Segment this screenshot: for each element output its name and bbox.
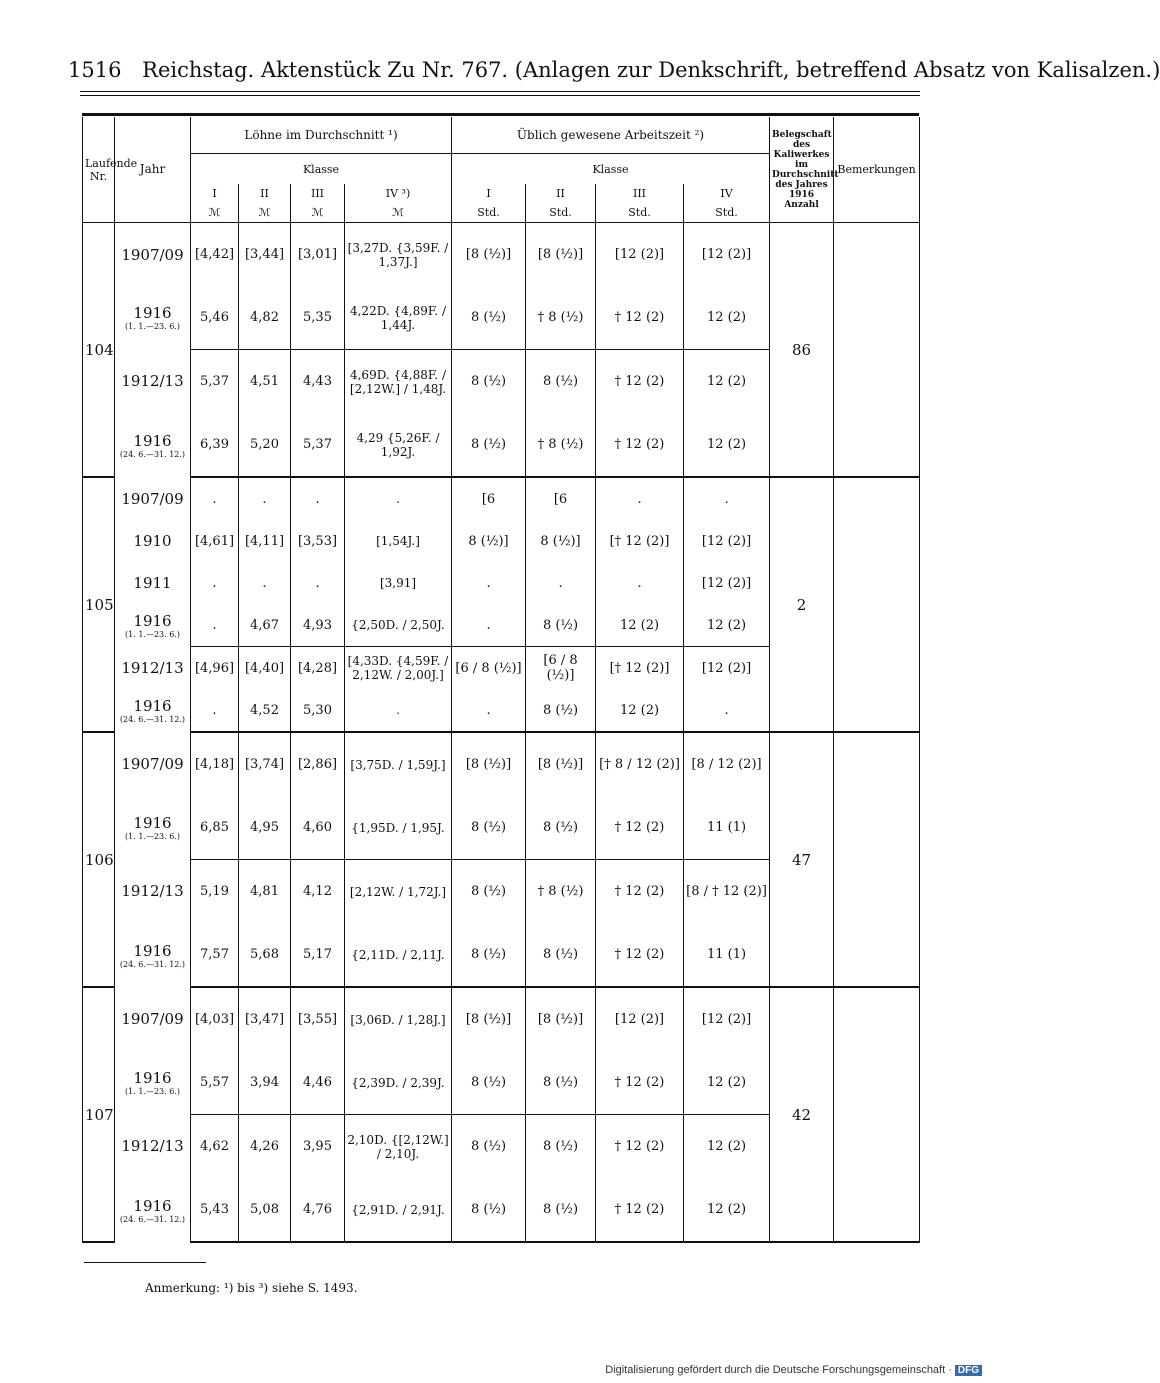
hours-4-cell: . — [684, 689, 770, 732]
wage-2-cell: 4,26 — [239, 1115, 291, 1179]
hours-3-cell: [12 (2)] — [596, 987, 684, 1051]
wage-3-cell: 4,43 — [291, 350, 345, 414]
hours-4-cell: [12 (2)] — [684, 223, 770, 287]
dfg-credit — [605, 1364, 982, 1376]
table-row — [83, 732, 920, 796]
wage-4-cell: [4,33D. {4,59F. / 2,12W. / 2,00J.] — [345, 647, 452, 690]
hours-4-cell: [12 (2)] — [684, 987, 770, 1051]
wage-3-cell: . — [291, 562, 345, 604]
wage-3-cell: 5,17 — [291, 923, 345, 987]
year-period: (24. 6.—31. 12.) — [119, 715, 186, 724]
year-period: (1. 1.—23. 6.) — [125, 1087, 180, 1097]
wage-4-cell: 4,29 {5,26F. / 1,92J. — [345, 413, 452, 477]
wage-3-cell: . — [291, 477, 345, 520]
year-cell — [115, 520, 191, 562]
hours-4-cell: . — [684, 477, 770, 520]
wage-3-cell: 4,60 — [291, 796, 345, 860]
year-label: 1916 — [133, 1069, 172, 1088]
hours-3-cell: [† 12 (2)] — [596, 647, 684, 690]
dfg-logo: DFG — [955, 1365, 982, 1376]
wage-4-cell: {2,39D. / 2,39J. — [345, 1051, 452, 1115]
header-row-1 — [83, 117, 920, 154]
year-label: 1907/09 — [121, 755, 184, 773]
wage-2-cell: . — [239, 477, 291, 520]
hours-1-cell: 8 (½) — [452, 860, 526, 924]
wage-2-cell: 4,81 — [239, 860, 291, 924]
hours-1-cell: [6 — [452, 477, 526, 520]
wage-3-cell: [3,55] — [291, 987, 345, 1051]
wage-1-cell: [4,96] — [191, 647, 239, 690]
wage-3-cell: 4,76 — [291, 1178, 345, 1242]
hours-2-cell: [6 — [526, 477, 596, 520]
hours-2-cell: 8 (½) — [526, 689, 596, 732]
year-cell — [115, 223, 191, 287]
hours-3-cell: † 12 (2) — [596, 860, 684, 924]
belegschaft-label: Belegschaft des Kaliwerkes im Durchschnitt des Jahres 1916 — [772, 129, 839, 200]
hours-3-cell: 12 (2) — [596, 689, 684, 732]
wage-2-cell: 5,08 — [239, 1178, 291, 1242]
row-number: 104 — [83, 223, 115, 478]
belegschaft-count: 2 — [770, 477, 834, 732]
col-k1: I — [191, 184, 239, 202]
wage-3-cell: 4,12 — [291, 860, 345, 924]
wage-1-cell: . — [191, 562, 239, 604]
unit-std-4: Std. — [684, 202, 770, 223]
year-cell — [115, 796, 191, 860]
hours-3-cell: † 12 (2) — [596, 413, 684, 477]
hours-2-cell: 8 (½) — [526, 1115, 596, 1179]
hours-2-cell: [8 (½)] — [526, 223, 596, 287]
wage-table — [82, 117, 920, 1243]
wage-3-cell: [2,86] — [291, 732, 345, 796]
wage-2-cell: 3,94 — [239, 1051, 291, 1115]
wage-1-cell: 5,46 — [191, 286, 239, 350]
wage-1-cell: [4,18] — [191, 732, 239, 796]
year-cell — [115, 689, 191, 732]
wage-1-cell: [4,42] — [191, 223, 239, 287]
hours-4-cell: 12 (2) — [684, 413, 770, 477]
wage-1-cell: [4,03] — [191, 987, 239, 1051]
year-label: 1911 — [133, 574, 172, 592]
year-label: 1916 — [133, 814, 172, 833]
year-label: 1910 — [133, 532, 172, 550]
row-number: 107 — [83, 987, 115, 1242]
wage-1-cell: . — [191, 604, 239, 647]
hours-1-cell: [8 (½)] — [452, 223, 526, 287]
hours-1-cell: 8 (½) — [452, 1115, 526, 1179]
year-label: 1916 — [133, 1196, 172, 1215]
wage-3-cell: 5,30 — [291, 689, 345, 732]
wage-2-cell: 4,67 — [239, 604, 291, 647]
year-period: (1. 1.—23. 6.) — [125, 832, 180, 842]
hours-4-cell: 12 (2) — [684, 286, 770, 350]
year-cell — [115, 604, 191, 647]
wage-3-cell: [4,28] — [291, 647, 345, 690]
hours-3-cell: † 12 (2) — [596, 1178, 684, 1242]
bemerkungen-cell — [834, 732, 920, 987]
wage-1-cell: 6,39 — [191, 413, 239, 477]
wage-2-cell: . — [239, 562, 291, 604]
page-number: 1516 — [68, 58, 122, 82]
unit-m-3: ℳ — [291, 202, 345, 223]
wage-2-cell: 5,20 — [239, 413, 291, 477]
col-belegschaft — [770, 117, 839, 223]
hours-3-cell: † 12 (2) — [596, 923, 684, 987]
wage-1-cell: 7,57 — [191, 923, 239, 987]
year-label: 1912/13 — [121, 1137, 184, 1156]
year-cell — [115, 477, 191, 520]
belegschaft-count: 42 — [770, 987, 834, 1242]
year-period: (24. 6.—31. 12.) — [119, 1214, 186, 1224]
wage-4-cell: 4,22D. {4,89F. / 1,44J. — [345, 286, 452, 350]
unit-std-1: Std. — [452, 202, 526, 223]
page-header — [68, 58, 1160, 92]
col-k3: III — [291, 184, 345, 202]
year-label: 1916 — [133, 304, 172, 323]
hours-2-cell: † 8 (½) — [526, 413, 596, 477]
hours-4-cell: 12 (2) — [684, 1115, 770, 1179]
year-cell — [115, 647, 191, 690]
wage-3-cell: 5,37 — [291, 413, 345, 477]
wage-1-cell: 4,62 — [191, 1115, 239, 1179]
wage-4-cell: 2,10D. {[2,12W.] / 2,10J. — [345, 1115, 452, 1179]
hours-1-cell: [8 (½)] — [452, 987, 526, 1051]
wage-1-cell: 5,43 — [191, 1178, 239, 1242]
wage-4-cell: [2,12W. / 1,72J.] — [345, 860, 452, 924]
year-cell — [115, 286, 191, 350]
wage-2-cell: [4,40] — [239, 647, 291, 690]
hours-1-cell: . — [452, 562, 526, 604]
year-cell — [115, 923, 191, 987]
col-a3: III — [596, 184, 684, 202]
wage-1-cell: 5,19 — [191, 860, 239, 924]
wage-4-cell: [3,91] — [345, 562, 452, 604]
wage-1-cell: 5,37 — [191, 350, 239, 414]
hours-3-cell: † 12 (2) — [596, 350, 684, 414]
col-klasse-2: Klasse — [452, 154, 770, 185]
year-period: (24. 6.—31. 12.) — [119, 959, 186, 969]
wage-3-cell: 4,46 — [291, 1051, 345, 1115]
year-period: (24. 6.—31. 12.) — [119, 449, 186, 459]
col-klasse: Klasse — [191, 154, 452, 185]
col-loehne: Löhne im Durchschnitt ¹) — [191, 117, 452, 154]
hours-2-cell: 8 (½) — [526, 796, 596, 860]
year-cell — [115, 1178, 191, 1242]
hours-4-cell: 12 (2) — [684, 1051, 770, 1115]
row-number: 106 — [83, 732, 115, 987]
hours-4-cell: 12 (2) — [684, 1178, 770, 1242]
unit-m-2: ℳ — [239, 202, 291, 223]
wage-2-cell: [4,11] — [239, 520, 291, 562]
hours-2-cell: 8 (½)] — [526, 520, 596, 562]
hours-2-cell: 8 (½) — [526, 604, 596, 647]
hours-3-cell: [† 12 (2)] — [596, 520, 684, 562]
hours-4-cell: 11 (1) — [684, 796, 770, 860]
wage-2-cell: [3,44] — [239, 223, 291, 287]
hours-3-cell: . — [596, 562, 684, 604]
hours-4-cell: 12 (2) — [684, 350, 770, 414]
hours-2-cell: [8 (½)] — [526, 732, 596, 796]
table-row — [83, 223, 920, 287]
unit-std-2: Std. — [526, 202, 596, 223]
bemerkungen-cell — [834, 477, 920, 732]
wage-4-cell: {2,91D. / 2,91J. — [345, 1178, 452, 1242]
col-a1: I — [452, 184, 526, 202]
wage-1-cell: 5,57 — [191, 1051, 239, 1115]
hours-4-cell: 11 (1) — [684, 923, 770, 987]
wage-2-cell: 4,51 — [239, 350, 291, 414]
wage-4-cell: {2,50D. / 2,50J. — [345, 604, 452, 647]
hours-1-cell: 8 (½)] — [452, 520, 526, 562]
hours-3-cell: [† 8 / 12 (2)] — [596, 732, 684, 796]
wage-4-cell: . — [345, 689, 452, 732]
hours-2-cell: [8 (½)] — [526, 987, 596, 1051]
unit-m-1: ℳ — [191, 202, 239, 223]
year-period: (1. 1.—23. 6.) — [125, 629, 180, 639]
table-row — [83, 987, 920, 1051]
hours-3-cell: † 12 (2) — [596, 286, 684, 350]
wage-4-cell: {2,11D. / 2,11J. — [345, 923, 452, 987]
hours-4-cell: [12 (2)] — [684, 520, 770, 562]
wage-3-cell: 5,35 — [291, 286, 345, 350]
year-label: 1916 — [133, 941, 172, 960]
hours-1-cell: 8 (½) — [452, 286, 526, 350]
year-cell — [115, 1115, 191, 1179]
wage-4-cell: [3,06D. / 1,28J.] — [345, 987, 452, 1051]
page-title: Reichstag. Aktenstück Zu Nr. 767. (Anlagen zur Denkschrift, betreffend Absatz von Kalisalzen.) — [142, 58, 1160, 82]
wage-2-cell: 4,95 — [239, 796, 291, 860]
wage-1-cell: . — [191, 477, 239, 520]
wage-3-cell: 3,95 — [291, 1115, 345, 1179]
hours-3-cell: † 12 (2) — [596, 1051, 684, 1115]
wage-4-cell: [1,54J.] — [345, 520, 452, 562]
year-label: 1907/09 — [121, 1010, 184, 1028]
year-cell — [115, 413, 191, 477]
table-body — [83, 223, 920, 1243]
header-rule — [80, 91, 920, 92]
hours-3-cell: 12 (2) — [596, 604, 684, 647]
hours-2-cell: 8 (½) — [526, 923, 596, 987]
hours-2-cell: 8 (½) — [526, 350, 596, 414]
year-label: 1916 — [133, 431, 172, 450]
hours-3-cell: [12 (2)] — [596, 223, 684, 287]
wage-3-cell: [3,53] — [291, 520, 345, 562]
wage-3-cell: 4,93 — [291, 604, 345, 647]
year-cell — [115, 732, 191, 796]
hours-2-cell: 8 (½) — [526, 1051, 596, 1115]
hours-1-cell: 8 (½) — [452, 1178, 526, 1242]
hours-4-cell: [8 / 12 (2)] — [684, 732, 770, 796]
unit-m-4: ℳ — [345, 202, 452, 223]
belegschaft-count: 47 — [770, 732, 834, 987]
wage-4-cell: [3,75D. / 1,59J.] — [345, 732, 452, 796]
year-period: (1. 1.—23. 6.) — [125, 322, 180, 332]
hours-1-cell: 8 (½) — [452, 1051, 526, 1115]
hours-1-cell: 8 (½) — [452, 413, 526, 477]
table-row — [83, 477, 920, 520]
wage-4-cell: [3,27D. {3,59F. / 1,37J.] — [345, 223, 452, 287]
wage-4-cell: {1,95D. / 1,95J. — [345, 796, 452, 860]
footnote: Anmerkung: ¹) bis ³) siehe S. 1493. — [145, 1281, 358, 1295]
col-k2: II — [239, 184, 291, 202]
year-label: 1916 — [133, 697, 172, 715]
hours-1-cell: 8 (½) — [452, 350, 526, 414]
wage-1-cell: . — [191, 689, 239, 732]
table-top-rule — [82, 113, 919, 116]
hours-1-cell: 8 (½) — [452, 923, 526, 987]
year-cell — [115, 1051, 191, 1115]
hours-4-cell: [12 (2)] — [684, 562, 770, 604]
year-label: 1912/13 — [121, 882, 184, 901]
col-bemerkungen: Bemerkungen — [834, 117, 920, 223]
col-lfd: Laufende Nr. — [83, 117, 115, 223]
year-label: 1912/13 — [121, 658, 184, 677]
hours-4-cell: 12 (2) — [684, 604, 770, 647]
hours-3-cell: . — [596, 477, 684, 520]
unit-std-3: Std. — [596, 202, 684, 223]
hours-2-cell: † 8 (½) — [526, 286, 596, 350]
wage-1-cell: 6,85 — [191, 796, 239, 860]
hours-2-cell: . — [526, 562, 596, 604]
wage-4-cell: . — [345, 477, 452, 520]
year-cell — [115, 860, 191, 924]
year-label: 1916 — [133, 611, 172, 630]
wage-2-cell: 5,68 — [239, 923, 291, 987]
bemerkungen-cell — [834, 223, 920, 478]
year-label: 1912/13 — [121, 372, 184, 391]
wage-2-cell: 4,82 — [239, 286, 291, 350]
wage-2-cell: 4,52 — [239, 689, 291, 732]
hours-1-cell: [6 / 8 (½)] — [452, 647, 526, 690]
year-cell — [115, 350, 191, 414]
col-k4: IV ³) — [345, 184, 452, 202]
belegschaft-count: 86 — [770, 223, 834, 478]
col-a4: IV — [684, 184, 770, 202]
hours-4-cell: [12 (2)] — [684, 647, 770, 690]
hours-2-cell: [6 / 8 (½)] — [526, 647, 596, 690]
hours-4-cell: [8 / † 12 (2)] — [684, 860, 770, 924]
wage-2-cell: [3,47] — [239, 987, 291, 1051]
wage-3-cell: [3,01] — [291, 223, 345, 287]
header-rule-2 — [80, 95, 920, 96]
wage-2-cell: [3,74] — [239, 732, 291, 796]
row-number: 105 — [83, 477, 115, 732]
credit-text: Digitalisierung gefördert durch die Deutsche Forschungsgemeinschaft · — [605, 1364, 952, 1376]
year-label: 1907/09 — [121, 245, 184, 264]
hours-1-cell: . — [452, 689, 526, 732]
hours-1-cell: [8 (½)] — [452, 732, 526, 796]
bemerkungen-cell — [834, 987, 920, 1242]
wage-1-cell: [4,61] — [191, 520, 239, 562]
wage-4-cell: 4,69D. {4,88F. / [2,12W.] / 1,48J. — [345, 350, 452, 414]
hours-1-cell: 8 (½) — [452, 796, 526, 860]
hours-2-cell: † 8 (½) — [526, 860, 596, 924]
hours-2-cell: 8 (½) — [526, 1178, 596, 1242]
hours-3-cell: † 12 (2) — [596, 796, 684, 860]
footnote-rule — [84, 1262, 206, 1263]
year-cell — [115, 562, 191, 604]
year-label: 1907/09 — [121, 489, 184, 508]
year-cell — [115, 987, 191, 1051]
hours-1-cell: . — [452, 604, 526, 647]
anzahl-label: Anzahl — [784, 199, 819, 210]
col-arbeitszeit: Üblich gewesene Arbeitszeit ²) — [452, 117, 770, 154]
hours-3-cell: † 12 (2) — [596, 1115, 684, 1179]
col-jahr: Jahr — [115, 117, 191, 223]
col-a2: II — [526, 184, 596, 202]
